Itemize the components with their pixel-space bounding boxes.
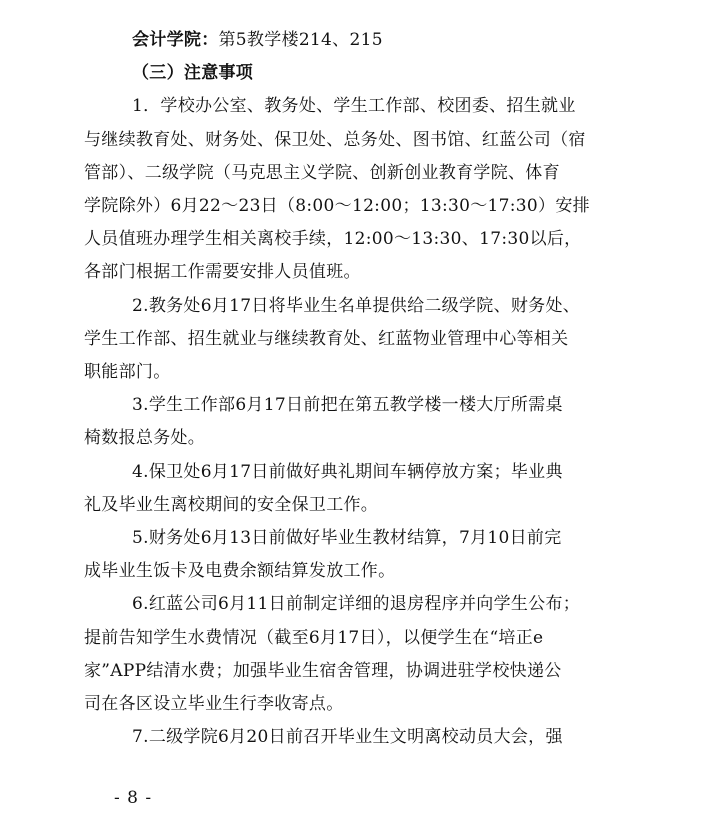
paragraph-3 [84, 389, 628, 455]
paragraph-line: 各部门根据工作需要安排人员值班。 [84, 262, 361, 283]
paragraph-line: 与继续教育处、财务处、保卫处、总务处、图书馆、红蓝公司（宿 [84, 129, 586, 150]
paragraph-line: 2.教务处6月17日将毕业生名单提供给二级学院、财务处、 [132, 295, 581, 316]
paragraph-line: 学生工作部、招生就业与继续教育处、红蓝物业管理中心等相关 [84, 328, 569, 349]
paragraph-line: 4.保卫处6月17日前做好典礼期间车辆停放方案；毕业典 [132, 461, 563, 482]
paragraph-line: 1．学校办公室、教务处、学生工作部、校团委、招生就业 [132, 96, 576, 117]
paragraph-line: 5.财务处6月13日前做好毕业生教材结算，7月10日前完 [132, 528, 562, 549]
heading-value: 第5教学楼214、215 [218, 30, 383, 50]
paragraph-line: 家”APP结清水费；加强毕业生宿舍管理，协调进驻学校快递公 [84, 660, 562, 681]
paragraph-4 [84, 456, 628, 522]
section-title: （三）注意事项 [132, 63, 254, 84]
paragraph-line: 6.红蓝公司6月11日前制定详细的退房程序并向学生公布； [132, 594, 581, 615]
page-number: - 8 - [114, 788, 153, 808]
document-body [84, 24, 628, 754]
paragraph-line: 椅数报总务处。 [84, 428, 206, 449]
paragraph-1 [84, 90, 628, 289]
paragraph-5 [84, 522, 628, 588]
paragraph-line: 7.二级学院6月20日前召开毕业生文明离校动员大会，强 [132, 727, 563, 748]
paragraph-line: 人员值班办理学生相关离校手续，12:00～13:30、17:30以后， [84, 229, 582, 250]
paragraph-line: 3.学生工作部6月17日前把在第五教学楼一楼大厅所需桌 [132, 395, 563, 416]
heading-label: 会计学院： [132, 30, 219, 50]
paragraph-line: 司在各区设立毕业生行李收寄点。 [84, 694, 344, 715]
paragraph-line: 学院除外）6月22～23日（8:00～12:00；13:30～17:30）安排 [84, 196, 590, 217]
paragraph-line: 成毕业生饭卡及电费余额结算发放工作。 [84, 561, 396, 582]
paragraph-line: 管部）、二级学院（马克思主义学院、创新创业教育学院、体育 [84, 162, 560, 183]
paragraph-line: 礼及毕业生离校期间的安全保卫工作。 [84, 494, 379, 515]
paragraph-6 [84, 588, 628, 721]
heading-line [84, 24, 628, 57]
paragraph-line: 提前告知学生水费情况（截至6月17日），以便学生在“培正e [84, 627, 544, 648]
paragraph-2 [84, 290, 628, 390]
paragraph-line: 职能部门。 [84, 362, 171, 383]
paragraph-7 [84, 721, 628, 754]
